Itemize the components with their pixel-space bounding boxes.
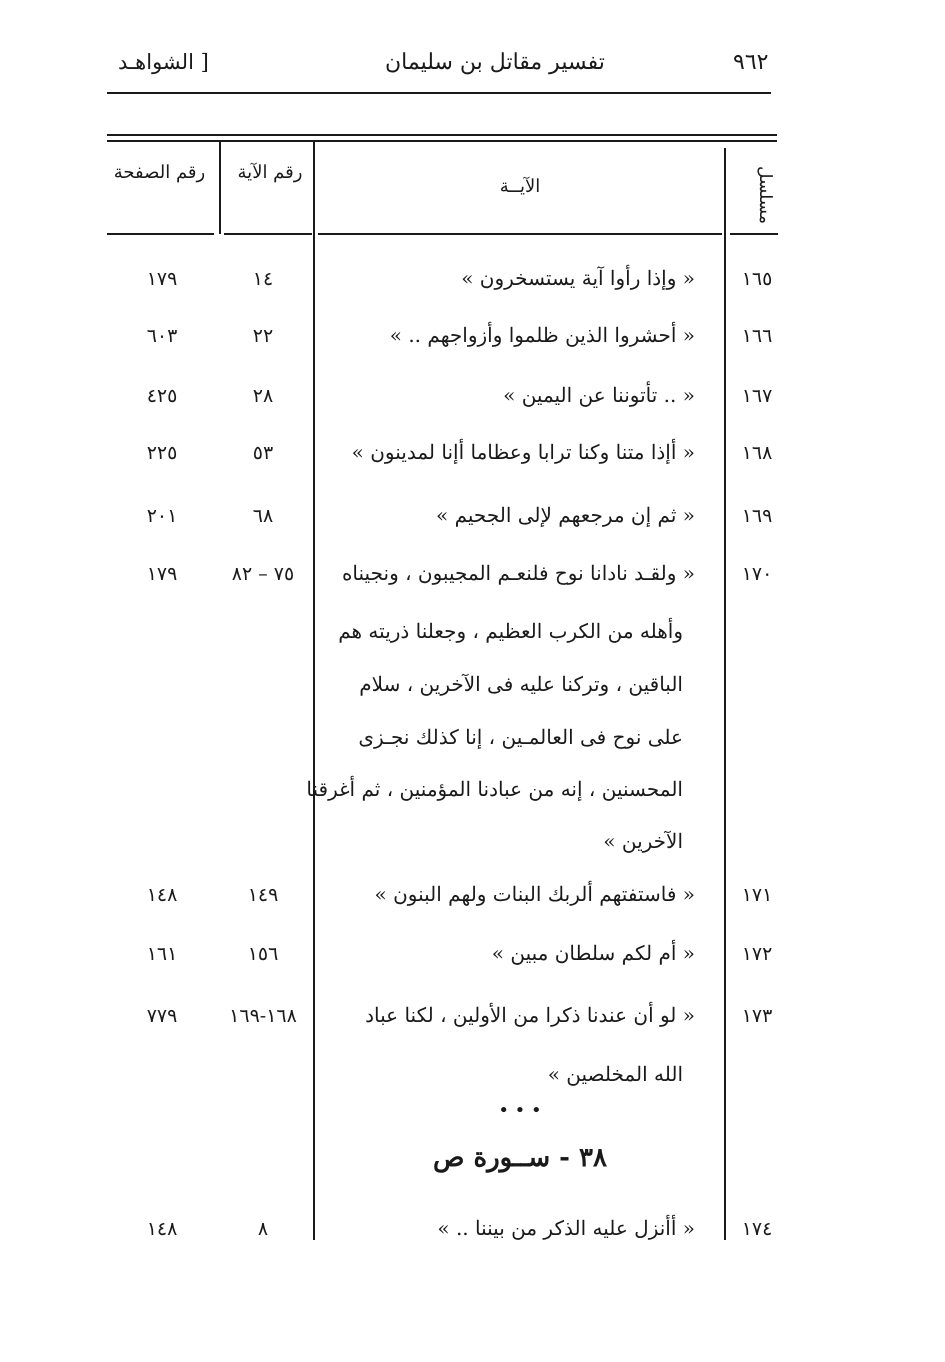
column-heading-verse: الآيــة: [499, 176, 541, 197]
serial-168: ١٦٨: [741, 442, 773, 464]
heading-rule-ayah: [224, 233, 312, 235]
ayah-165: ١٤: [252, 268, 274, 290]
serial-171: ١٧١: [741, 884, 773, 906]
ayah-169: ٦٨: [252, 505, 274, 527]
page-172: ١٦١: [146, 943, 178, 965]
verse-168: « أإذا متنا وكنا ترابا وعظاما أإنا لمدينون »: [351, 440, 695, 464]
page-167: ٤٢٥: [146, 385, 178, 407]
serial-173: ١٧٣: [741, 1005, 773, 1027]
page-174: ١٤٨: [146, 1218, 178, 1240]
table-top-rule-inner: [107, 140, 777, 142]
section-title: [ الشواهـد: [118, 50, 209, 74]
rule-ayah-page: [219, 142, 221, 234]
column-heading-serial-text: مسلسل: [755, 166, 775, 224]
verse-165: « وإذا رأوا آية يستسخرون »: [461, 266, 695, 290]
serial-169: ١٦٩: [741, 505, 773, 527]
verse-170-line-5: المحسنين ، إنه من عبادنا المؤمنين ، ثم أغرقنا: [306, 777, 683, 801]
page-171: ١٤٨: [146, 884, 178, 906]
ayah-173: ١٦٨-١٦٩: [229, 1005, 297, 1027]
page-173: ٧٧٩: [146, 1005, 178, 1027]
serial-165: ١٦٥: [741, 268, 773, 290]
book-title: تفسير مقاتل بن سليمان: [385, 50, 605, 75]
verse-174: « أأنزل عليه الذكر من بيننا .. »: [437, 1216, 695, 1240]
ayah-168: ٥٣: [252, 442, 274, 464]
verse-169: « ثم إن مرجعهم لإلى الجحيم »: [435, 503, 695, 527]
rule-verse-ayah: [313, 142, 315, 1240]
column-heading-ayah: رقم الآية: [237, 162, 303, 183]
verse-170-line-1: « ولقـد نادانا نوح فلنعـم المجيبون ، ونجيناه: [341, 561, 695, 585]
heading-rule-serial: [730, 233, 778, 235]
verse-170-line-2: وأهله من الكرب العظيم ، وجعلنا ذريته هم: [338, 619, 683, 643]
verse-173-line-1: « لو أن عندنا ذكرا من الأولين ، لكنا عباد: [365, 1003, 695, 1027]
serial-167: ١٦٧: [741, 385, 773, 407]
ayah-171: ١٤٩: [247, 884, 279, 906]
verse-167: « .. تأتوننا عن اليمين »: [503, 383, 695, 407]
surah-heading: ٣٨ - ســورة ص: [433, 1143, 607, 1173]
page-169: ٢٠١: [146, 505, 178, 527]
page-168: ٢٢٥: [146, 442, 178, 464]
serial-170: ١٧٠: [741, 563, 773, 585]
section-separator: • • •: [498, 1100, 542, 1121]
serial-166: ١٦٦: [741, 325, 773, 347]
ayah-174: ٨: [257, 1218, 269, 1240]
verse-166: « أحشروا الذين ظلموا وأزواجهم .. »: [389, 323, 695, 347]
ayah-167: ٢٨: [252, 385, 274, 407]
page-number: ٩٦٢: [733, 50, 769, 75]
header-rule: [107, 92, 771, 94]
ayah-170: ٧٥ – ٨٢: [231, 563, 295, 585]
page-165: ١٧٩: [146, 268, 178, 290]
page-170: ١٧٩: [146, 563, 178, 585]
ayah-166: ٢٢: [252, 325, 274, 347]
verse-171: « فاستفتهم ألربك البنات ولهم البنون »: [374, 882, 695, 906]
verse-170-line-3: الباقين ، وتركنا عليه فى الآخرين ، سلام: [359, 672, 683, 696]
column-heading-serial: [735, 160, 775, 230]
verse-170-line-4: على نوح فى العالمـين ، إنا كذلك نجـزى: [358, 725, 683, 749]
heading-rule-verse: [318, 233, 722, 235]
ayah-172: ١٥٦: [247, 943, 279, 965]
serial-172: ١٧٢: [741, 943, 773, 965]
rule-serial-verse: [724, 148, 726, 1240]
verse-170-line-6: الآخرين »: [603, 829, 683, 853]
heading-rule-page: [107, 233, 214, 235]
column-heading-page: رقم الصفحة: [113, 162, 206, 183]
table-top-rule: [107, 134, 777, 136]
serial-174: ١٧٤: [741, 1218, 773, 1240]
verse-173-line-2: الله المخلصين »: [547, 1062, 683, 1086]
page-166: ٦٠٣: [146, 325, 178, 347]
verse-172: « أم لكم سلطان مبين »: [491, 941, 695, 965]
